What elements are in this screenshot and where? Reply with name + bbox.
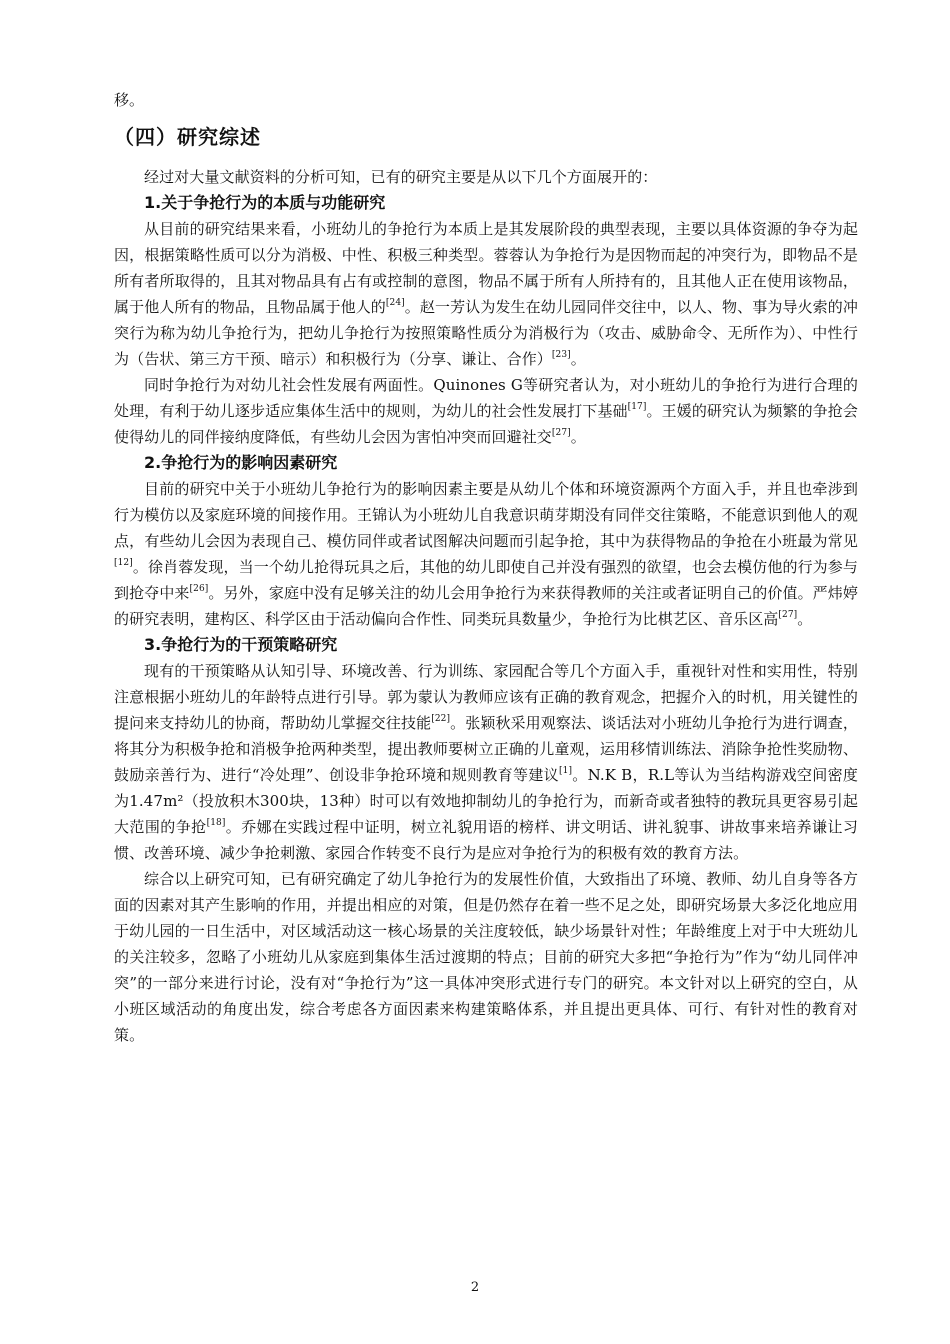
citation-ref: [22] (431, 714, 451, 724)
page-number: 2 (470, 1280, 480, 1295)
citation-ref: [26] (189, 584, 209, 594)
page-body (114, 88, 858, 1048)
intro-paragraph: 经过对大量文献资料的分析可知，已有的研究主要是从以下几个方面展开的： (144, 168, 658, 186)
citation-ref: [23] (551, 350, 571, 360)
citation-ref: [1] (559, 766, 573, 776)
citation-ref: [24] (385, 298, 405, 308)
continued-text: 移。 (114, 91, 145, 109)
citation-ref: [12] (114, 558, 133, 568)
subheading-influencing-factors: 2.争抢行为的影响因素研究 (144, 453, 338, 472)
paragraph-factors: 目前的研究中关于小班幼儿争抢行为的影响因素主要是从幼儿个体和环境资源两个方面入手，并且也牵涉到行为模仿以及家庭环境的间接作用。王锦认为小班幼儿自我意识萌芽期没有同伴交往策略，不能意识到他人的观点，有些幼儿会因为表现自己、模仿同伴或者试图解决问题而引起争抢，其中为获得物品的争抢在小班最为常见[12]。徐肖蓉发现，当一个幼儿抢得玩具之后，其他的幼儿即使自己并没有强烈的欲望，也会去模仿他的行为参与到抢夺中来[26]。另外，家庭中没有足够关注的幼儿会用争抢行为来获得教师的关注或者证明自己的价值。严炜婷的研究表明，建构区、科学区由于活动偏向合作性、同类玩具数量少，争抢行为比棋艺区、音乐区高[27]。 (114, 480, 858, 628)
subheading-nature-function: 1.关于争抢行为的本质与功能研究 (144, 193, 386, 212)
paragraph-nature-2: 同时争抢行为对幼儿社会性发展有两面性。Quinones G等研究者认为，对小班幼儿的争抢行为进行合理的处理，有利于幼儿逐步适应集体生活中的规则，为幼儿的社会性发展打下基础[17]。王媛的研究认为频繁的争抢会使得幼儿的同伴接纳度降低，有些幼儿会因为害怕冲突而回避社交[27]。 (114, 376, 858, 446)
citation-ref: [27] (551, 428, 571, 438)
section-title: （四）研究综述 (114, 125, 261, 149)
subheading-intervention: 3.争抢行为的干预策略研究 (144, 635, 338, 654)
citation-ref: [27] (778, 610, 798, 620)
citation-ref: [18] (206, 818, 226, 828)
summary-paragraph: 综合以上研究可知，已有研究确定了幼儿争抢行为的发展性价值，大致指出了环境、教师、幼儿自身等各方面的因素对其产生影响的作用，并提出相应的对策，但是仍然存在着一些不足之处，即研究场景大多泛化地应用于幼儿园的一日生活中，对区域活动这一核心场景的关注度较低，缺少场景针对性；年龄维度上对于中大班幼儿的关注较多，忽略了小班幼儿从家庭到集体生活过渡期的特点；目前的研究大多把“争抢行为”作为“幼儿同伴冲突”的一部分来进行讨论，没有对“争抢行为”这一具体冲突形式进行专门的研究。本文针对以上研究的空白，从小班区域活动的角度出发，综合考虑各方面因素来构建策略体系，并且提出更具体、可行、有针对性的教育对策。 (114, 870, 858, 1044)
paragraph-nature-1: 从目前的研究结果来看，小班幼儿的争抢行为本质上是其发展阶段的典型表现，主要以具体资源的争夺为起因，根据策略性质可以分为消极、中性、积极三种类型。蓉蓉认为争抢行为是因物而起的冲突行为，即物品不是所有者所取得的，且其对物品具有占有或控制的意图，物品不属于所有人所持有的，且其他人正在使用该物品，属于他人所有的物品，且物品属于他人的[24]。赵一芳认为发生在幼儿园同伴交往中，以人、物、事为导火索的冲突行为称为幼儿争抢行为，把幼儿争抢行为按照策略性质分为消极行为（攻击、威胁命令、无所作为）、中性行为（告状、第三方干预、暗示）和积极行为（分享、谦让、合作）[23]。 (114, 220, 858, 368)
citation-ref: [17] (627, 402, 647, 412)
paragraph-intervention: 现有的干预策略从认知引导、环境改善、行为训练、家园配合等几个方面入手，重视针对性和实用性，特别注意根据小班幼儿的年龄特点进行引导。郭为蒙认为教师应该有正确的教育观念，把握介入的时机，用关键性的提问来支持幼儿的协商，帮助幼儿掌握交往技能[22]。张颖秋采用观察法、谈话法对小班幼儿争抢行为进行调查，将其分为积极争抢和消极争抢两种类型，提出教师要树立正确的儿童观，运用移情训练法、消除争抢性奖励物、鼓励亲善行为、进行“冷处理”、创设非争抢环境和规则教育等建议[1]。N.K B，R.L等认为当结构游戏空间密度为1.47m²（投放积木300块，13种）时可以有效地抑制幼儿的争抢行为，而新奇或者独特的教玩具更容易引起大范围的争抢[18]。乔娜在实践过程中证明，树立礼貌用语的榜样、讲文明话、讲礼貌事、讲故事来培养谦让习惯、改善环境、减少争抢刺激、家园合作转变不良行为是应对争抢行为的积极有效的教育方法。 (114, 662, 859, 862)
